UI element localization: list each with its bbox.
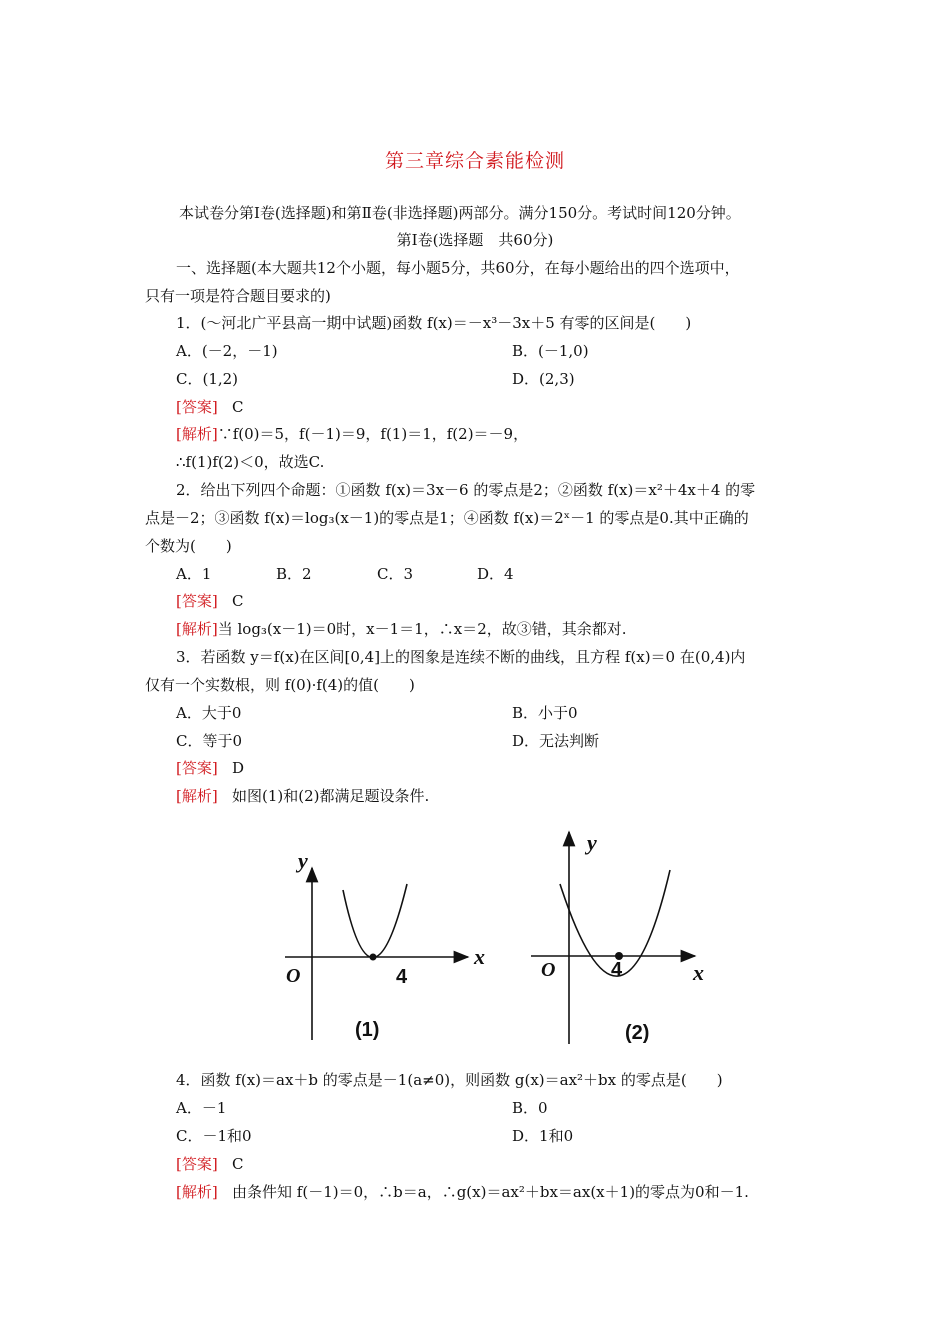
q1-stem: 1．(～河北广平县高一期中试题)函数 f(x)＝－x³－3x＋5 有零的区间是( ) (176, 314, 692, 332)
q4-option-c: C．－1和0 (176, 1127, 252, 1145)
page-title: 第三章综合素能检测 (384, 150, 565, 172)
q2-answer-tag: [答案] (176, 592, 218, 610)
fig1-parabola (343, 884, 407, 958)
figure-2 (525, 826, 725, 1050)
q4-answer-tag: [答案] (176, 1155, 218, 1173)
exam-intro: 本试卷分第Ⅰ卷(选择题)和第Ⅱ卷(非选择题)两部分。满分150分。考试时间120分钟。 (179, 204, 741, 222)
q2-analysis: 当 log₃(x－1)＝0时，x－1＝1，∴x＝2，故③错，其余都对. (217, 620, 627, 638)
q2-stem-line-3: 个数为( ) (145, 537, 232, 555)
q1-answer-tag: [答案] (176, 398, 218, 416)
q2-answer-line (176, 591, 244, 611)
q3-analysis-tag: [解析] (176, 787, 218, 805)
fig2-x-label: x (693, 960, 704, 985)
fig1-x-label: x (474, 944, 485, 969)
q4-stem: 4．函数 f(x)＝ax＋b 的零点是－1(a≠0)，则函数 g(x)＝ax²＋bx 的零点是( ) (176, 1071, 723, 1089)
q2-option-a: A．1 (176, 565, 212, 583)
q3-option-d: D．无法判断 (512, 732, 600, 750)
fig1-origin-label: O (286, 965, 301, 987)
q3-option-b: B．小于0 (512, 704, 578, 722)
q3-answer-tag: [答案] (176, 759, 218, 777)
q3-answer-line (176, 758, 244, 778)
section-header: 第Ⅰ卷(选择题 共60分) (396, 231, 554, 249)
q3-stem-line-2: 仅有一个实数根，则 f(0)·f(4)的值( ) (145, 676, 415, 694)
q4-option-b: B．0 (512, 1099, 548, 1117)
q3-option-a: A．大于0 (176, 704, 242, 722)
q1-answer-line (176, 397, 244, 417)
part-intro-line-1: 一、选择题(本大题共12个小题，每小题5分，共60分，在每小题给出的四个选项中， (176, 259, 740, 277)
q4-analysis-tag: [解析] (176, 1183, 218, 1201)
q3-stem-line-1: 3．若函数 y＝f(x)在区间[0,4]上的图象是连续不断的曲线，且方程 f(x)＝0 在(0,4)内 (176, 648, 746, 666)
q2-analysis-tag: [解析] (176, 620, 218, 638)
fig2-caption: (2) (625, 1022, 650, 1044)
q1-option-c: C．(1,2) (176, 370, 239, 388)
fig2-tick-4: 4 (611, 959, 623, 981)
q2-option-d: D．4 (477, 565, 514, 583)
fig1-caption: (1) (355, 1019, 380, 1041)
q3-analysis-line (176, 786, 429, 806)
q2-analysis-line (176, 619, 627, 639)
q4-answer-line (176, 1154, 244, 1174)
q4-analysis: 由条件知 f(－1)＝0，∴b＝a，∴g(x)＝ax²＋bx＝ax(x＋1)的零点为0和－1. (232, 1183, 749, 1201)
fig1-zero-point (370, 954, 377, 961)
q1-analysis-line (176, 424, 528, 444)
q1-option-a: A．(－2，－1) (176, 342, 278, 360)
q2-stem-line-2: 点是－2；③函数 f(x)＝log₃(x－1)的零点是1；④函数 f(x)＝2ˣ－1 的零点是0.其中正确的 (145, 509, 749, 527)
q2-option-b: B．2 (276, 565, 312, 583)
q3-answer: D (232, 759, 245, 777)
q1-analysis-tag: [解析] (176, 425, 218, 443)
q1-answer: C (232, 398, 244, 416)
q2-option-c: C．3 (377, 565, 414, 583)
q1-option-b: B．(－1,0) (512, 342, 589, 360)
part-intro-line-2: 只有一项是符合题目要求的) (145, 287, 331, 305)
figure-1 (270, 840, 490, 1045)
q3-analysis: 如图(1)和(2)都满足题设条件. (232, 787, 430, 805)
q1-option-d: D．(2,3) (512, 370, 575, 388)
q1-analysis-line-2: ∴f(1)f(2)＜0，故选C. (176, 453, 325, 471)
q4-answer: C (232, 1155, 244, 1173)
q2-stem-line-1: 2．给出下列四个命题：①函数 f(x)＝3x－6 的零点是2；②函数 f(x)＝x²＋4x＋4 的零 (176, 481, 756, 499)
q2-answer: C (232, 592, 244, 610)
fig1-tick-4: 4 (396, 966, 408, 988)
q4-option-d: D．1和0 (512, 1127, 574, 1145)
q4-option-a: A．－1 (176, 1099, 227, 1117)
fig1-y-label: y (298, 848, 308, 873)
q3-option-c: C．等于0 (176, 732, 243, 750)
fig2-origin-label: O (541, 959, 556, 981)
q4-analysis-line (176, 1182, 749, 1202)
fig2-y-label: y (587, 830, 597, 855)
q1-analysis: ∵f(0)＝5，f(－1)＝9，f(1)＝1，f(2)＝－9， (217, 425, 529, 443)
